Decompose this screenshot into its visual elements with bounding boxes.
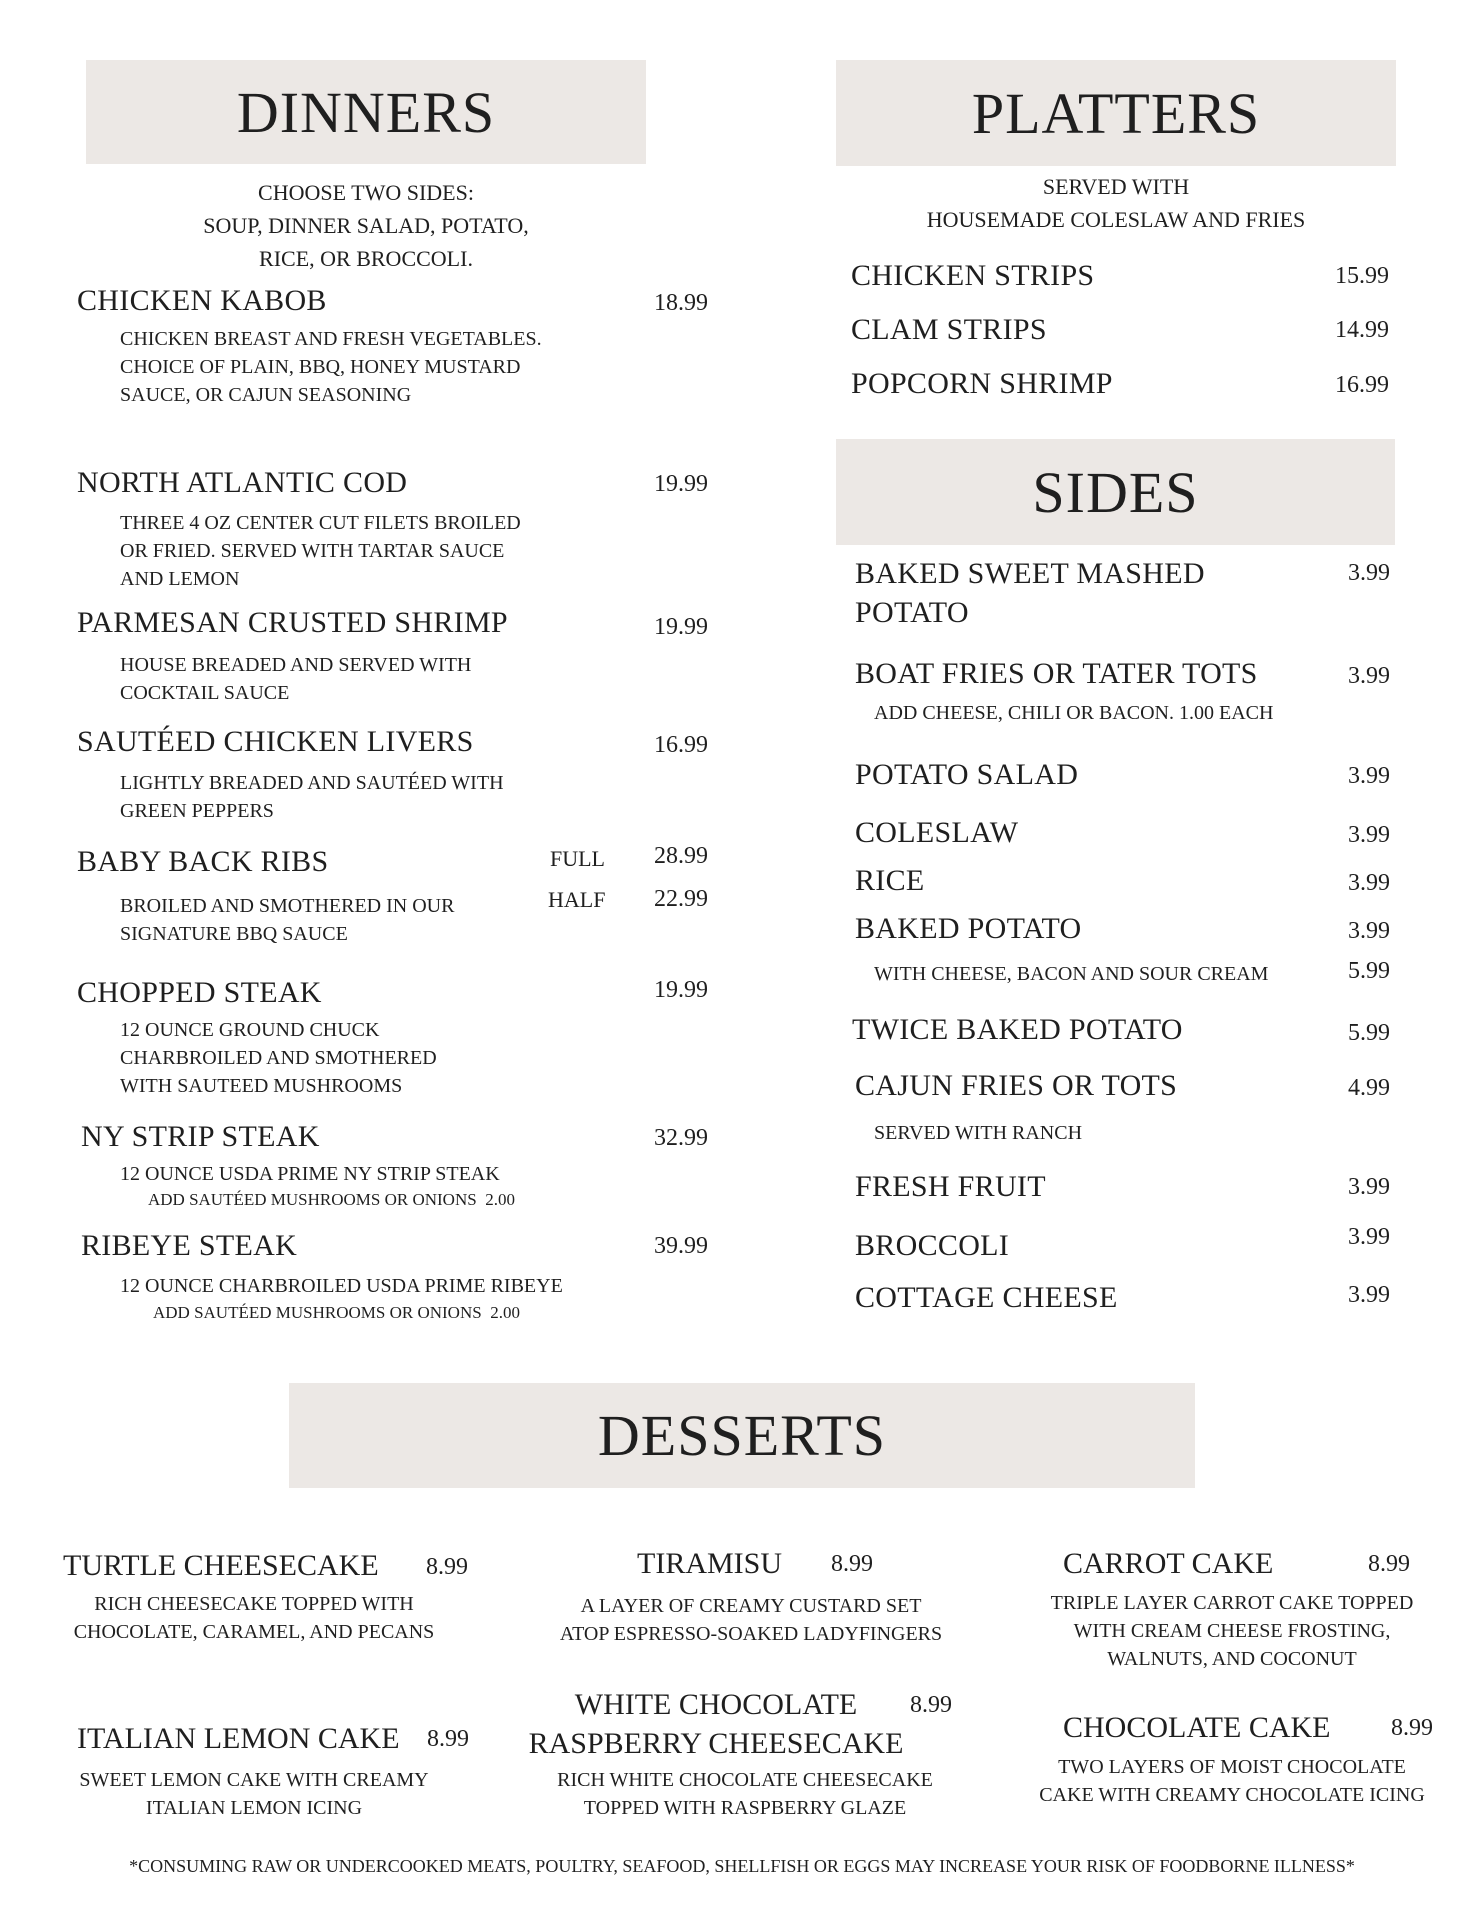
side-item-price: 3.99 <box>1348 822 1390 848</box>
side-item-name: BOAT FRIES OR TATER TOTS <box>855 657 1258 690</box>
desc-line: WALNUTS, AND COCONUT <box>1107 1648 1357 1670</box>
side-item-name: CAJUN FRIES OR TOTS <box>855 1069 1178 1102</box>
side-item-sub: WITH CHEESE, BACON AND SOUR CREAM <box>874 963 1269 985</box>
side-item-name: BAKED POTATO <box>855 912 1082 945</box>
platter-item-name: POPCORN SHRIMP <box>851 367 1113 400</box>
dessert-name-line: WHITE CHOCOLATE <box>574 1688 858 1721</box>
dinner-item-addon: ADD SAUTÉED MUSHROOMS OR ONIONS 2.00 <box>153 1303 520 1322</box>
side-item-name: RICE <box>855 864 925 897</box>
dessert-name-line: RASPBERRY CHEESECAKE <box>528 1727 904 1760</box>
desc-line: CHICKEN BREAST AND FRESH VEGETABLES. <box>120 328 542 350</box>
side-item-price: 3.99 <box>1348 1224 1390 1250</box>
half-label: HALF <box>548 887 606 912</box>
side-item-price: 3.99 <box>1348 663 1390 689</box>
side-item-name: BAKED SWEET MASHED POTATO <box>855 557 1205 629</box>
desc-line: TRIPLE LAYER CARROT CAKE TOPPED <box>1050 1592 1414 1614</box>
dinner-item-name: BABY BACK RIBS <box>77 845 329 878</box>
desc-line: OR FRIED. SERVED WITH TARTAR SAUCE <box>120 540 505 562</box>
dessert-name: ITALIAN LEMON CAKE <box>77 1722 400 1755</box>
side-item-name: COLESLAW <box>855 816 1019 849</box>
dinner-item-desc <box>120 769 504 825</box>
desc-line: CAKE WITH CREAMY CHOCOLATE ICING <box>1039 1784 1425 1806</box>
dinner-item-name: CHOPPED STEAK <box>77 976 322 1009</box>
dinners-note-line: CHOOSE TWO SIDES: <box>258 180 474 205</box>
sides-title: SIDES <box>1032 459 1199 525</box>
dinner-item-desc: 12 OUNCE CHARBROILED USDA PRIME RIBEYE <box>120 1275 563 1297</box>
dinner-item-name: RIBEYE STEAK <box>81 1229 298 1262</box>
dessert-price: 8.99 <box>1368 1551 1410 1577</box>
dinner-item-addon: ADD SAUTÉED MUSHROOMS OR ONIONS 2.00 <box>148 1190 515 1209</box>
dessert-price: 8.99 <box>831 1551 873 1577</box>
side-item-sub-price: 5.99 <box>1348 958 1390 984</box>
platters-note-line: HOUSEMADE COLESLAW AND FRIES <box>926 207 1306 232</box>
dessert-desc <box>1002 1753 1462 1809</box>
desc-line: A LAYER OF CREAMY CUSTARD SET <box>580 1595 922 1617</box>
side-item-price: 3.99 <box>1348 1174 1390 1200</box>
dessert-price: 8.99 <box>426 1554 468 1580</box>
platters-note <box>836 170 1396 236</box>
dinners-title: DINNERS <box>236 79 496 145</box>
dinner-item-price: 18.99 <box>654 290 708 316</box>
dessert-price: 8.99 <box>1391 1715 1433 1741</box>
side-item-name: POTATO SALAD <box>855 758 1079 791</box>
desc-line: WITH SAUTEED MUSHROOMS <box>120 1075 403 1097</box>
dinner-item-price: 32.99 <box>654 1125 708 1151</box>
desc-line: TWO LAYERS OF MOIST CHOCOLATE <box>1058 1756 1406 1778</box>
dessert-name <box>506 1685 926 1763</box>
side-item-price: 3.99 <box>1348 560 1390 586</box>
dessert-price: 8.99 <box>427 1726 469 1752</box>
full-price: 28.99 <box>654 843 708 869</box>
dinner-item-desc <box>120 892 454 948</box>
dessert-desc <box>515 1766 975 1822</box>
side-item-price: 5.99 <box>1348 1020 1390 1046</box>
dinner-item-name: NY STRIP STEAK <box>81 1120 320 1153</box>
dinner-item-name: SAUTÉED CHICKEN LIVERS <box>77 725 474 758</box>
desserts-title: DESSERTS <box>597 1403 887 1468</box>
side-item-price: 3.99 <box>1348 763 1390 789</box>
dessert-name: CHOCOLATE CAKE <box>1063 1711 1331 1744</box>
dinners-note <box>86 176 646 275</box>
desc-line: CHOCOLATE, CARAMEL, AND PECANS <box>73 1621 435 1643</box>
desc-line: TOPPED WITH RASPBERRY GLAZE <box>583 1797 907 1819</box>
side-item-price: 4.99 <box>1348 1075 1390 1101</box>
dessert-desc <box>34 1766 474 1822</box>
desc-line: ATOP ESPRESSO-SOAKED LADYFINGERS <box>559 1623 943 1645</box>
dessert-name: TURTLE CHEESECAKE <box>63 1549 379 1582</box>
dinners-note-line: SOUP, DINNER SALAD, POTATO, <box>203 213 529 238</box>
dessert-desc <box>34 1590 474 1646</box>
half-price: 22.99 <box>654 886 708 912</box>
side-item-sub: SERVED WITH RANCH <box>874 1122 1083 1144</box>
desc-line: WITH CREAM CHEESE FROSTING, <box>1073 1620 1391 1642</box>
dinner-item-desc <box>120 651 471 707</box>
full-label: FULL <box>550 846 605 871</box>
desc-line: SAUCE, OR CAJUN SEASONING <box>120 384 412 406</box>
side-item-price: 3.99 <box>1348 870 1390 896</box>
desc-line: CHOICE OF PLAIN, BBQ, HONEY MUSTARD <box>120 356 521 378</box>
dessert-price: 8.99 <box>910 1692 952 1718</box>
dessert-desc <box>1012 1589 1452 1673</box>
desc-line: AND LEMON <box>120 568 240 590</box>
desc-line: LIGHTLY BREADED AND SAUTÉED WITH <box>120 772 504 794</box>
desc-line: RICH CHEESECAKE TOPPED WITH <box>94 1593 414 1615</box>
side-item-sub: ADD CHEESE, CHILI OR BACON. 1.00 EACH <box>874 702 1274 724</box>
dinner-item-price: 16.99 <box>654 732 708 758</box>
side-item-name: COTTAGE CHEESE <box>855 1281 1118 1314</box>
desc-line: GREEN PEPPERS <box>120 800 274 822</box>
desserts-banner <box>289 1383 1195 1488</box>
platter-item-name: CHICKEN STRIPS <box>851 259 1095 292</box>
dinner-item-name: NORTH ATLANTIC COD <box>77 466 408 499</box>
dessert-name: TIRAMISU <box>637 1547 783 1580</box>
dinner-item-desc <box>120 509 521 593</box>
desc-line: ITALIAN LEMON ICING <box>145 1797 363 1819</box>
platters-title: PLATTERS <box>971 80 1261 146</box>
dinner-item-price: 19.99 <box>654 977 708 1003</box>
platter-item-price: 14.99 <box>1335 317 1389 343</box>
dinner-item-desc <box>120 325 542 409</box>
desc-line: SWEET LEMON CAKE WITH CREAMY <box>79 1769 429 1791</box>
platter-item-price: 16.99 <box>1335 372 1389 398</box>
platters-note-line: SERVED WITH <box>1042 174 1190 199</box>
side-item-name: TWICE BAKED POTATO <box>852 1013 1183 1046</box>
dinners-banner <box>86 60 646 164</box>
side-item-price: 3.99 <box>1348 1282 1390 1308</box>
side-item-name: BROCCOLI <box>855 1229 1010 1262</box>
dinners-note-line: RICE, OR BROCCOLI. <box>259 246 473 271</box>
platters-banner <box>836 60 1396 166</box>
desc-line: THREE 4 OZ CENTER CUT FILETS BROILED <box>120 512 521 534</box>
dessert-name: CARROT CAKE <box>1063 1547 1274 1580</box>
dinner-item-desc: 12 OUNCE USDA PRIME NY STRIP STEAK <box>120 1163 500 1185</box>
desc-line: 12 OUNCE GROUND CHUCK <box>120 1019 380 1041</box>
desc-line: COCKTAIL SAUCE <box>120 682 290 704</box>
dinner-item-desc <box>120 1016 437 1100</box>
platter-item-price: 15.99 <box>1335 263 1389 289</box>
foodborne-illness-disclaimer: *CONSUMING RAW OR UNDERCOOKED MEATS, POULTRY, SEAFOOD, SHELLFISH OR EGGS MAY INCREASE YOUR RISK OF FOODBORNE ILLNESS* <box>129 1856 1355 1876</box>
side-item-price: 3.99 <box>1348 918 1390 944</box>
dinner-item-price: 39.99 <box>654 1233 708 1259</box>
desc-line: SIGNATURE BBQ SAUCE <box>120 923 348 945</box>
dinner-item-price: 19.99 <box>654 471 708 497</box>
desc-line: HOUSE BREADED AND SERVED WITH <box>120 654 472 676</box>
dinner-item-name: PARMESAN CRUSTED SHRIMP <box>77 606 508 639</box>
desc-line: BROILED AND SMOTHERED IN OUR <box>120 895 455 917</box>
side-item-name: FRESH FRUIT <box>855 1170 1046 1203</box>
sides-banner <box>836 439 1395 545</box>
dessert-desc <box>521 1592 981 1648</box>
platter-item-name: CLAM STRIPS <box>851 313 1047 346</box>
desc-line: RICH WHITE CHOCOLATE CHEESECAKE <box>557 1769 933 1791</box>
dinner-item-name: CHICKEN KABOB <box>77 284 327 317</box>
desc-line: CHARBROILED AND SMOTHERED <box>120 1047 437 1069</box>
dinner-item-price: 19.99 <box>654 614 708 640</box>
